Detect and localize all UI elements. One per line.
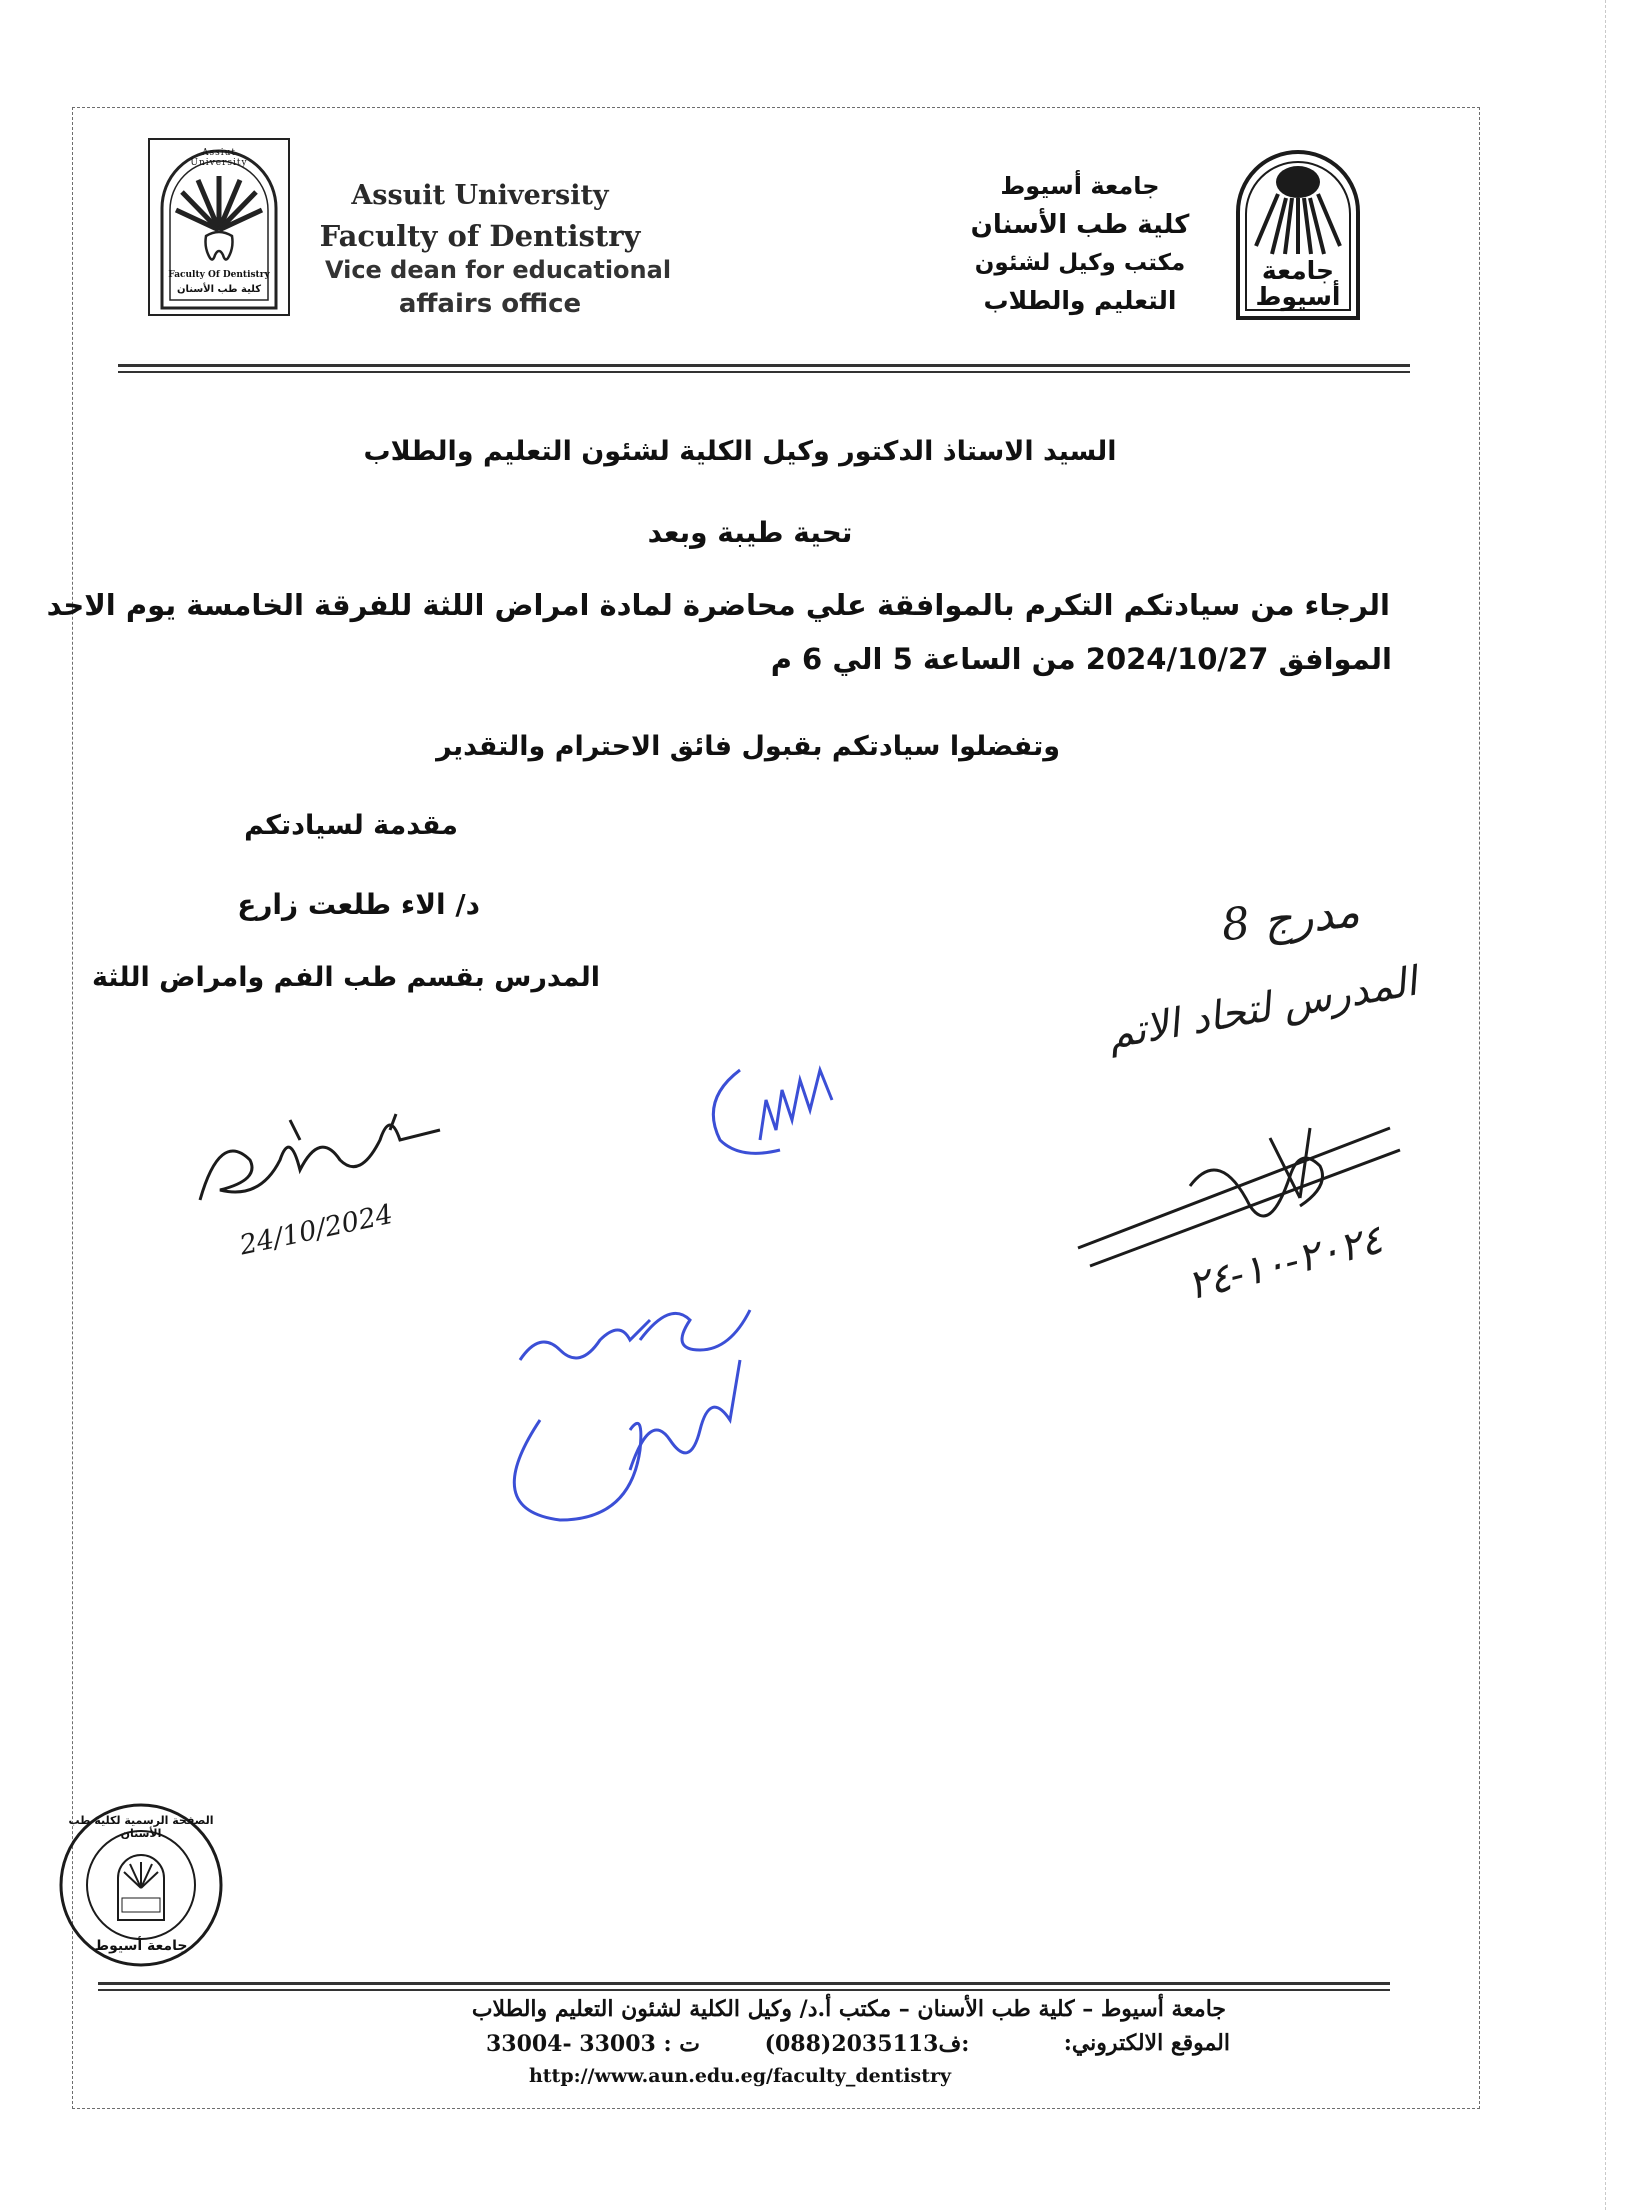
letter-body-line2: الموافق 2024/10/27 من الساعة 5 الي 6 م <box>770 642 1392 676</box>
footer-fax: (088)2035113ف: <box>764 2031 970 2057</box>
stamp-ring-text: الصفحة الرسمية لكلية طب الأسنان <box>68 1814 214 1840</box>
footer-rule-bottom <box>98 1989 1390 1991</box>
header-rule-bottom <box>118 371 1410 373</box>
handwritten-date-right: ٢٠٢٤-١٠-٢٤ <box>1182 1216 1388 1310</box>
letter-body-line1: الرجاء من سيادتكم التكرم بالموافقة علي محاضرة لمادة امراض اللثة للفرقة الخامسة يوم الاحد <box>46 588 1390 622</box>
footer-url[interactable]: http://www.aun.edu.eg/faculty_dentistry <box>528 2065 952 2087</box>
left-logo-text-top: Assiut University <box>190 148 248 168</box>
letter-author-title: المدرس بقسم طب الفم وامراض اللثة <box>91 962 600 993</box>
footer-website-label: الموقع الالكتروني: <box>1063 2030 1230 2056</box>
handwritten-note-approval: مدرج 8 <box>1219 886 1363 952</box>
header-faculty-ar: كلية طب الأسنان <box>970 210 1190 240</box>
footer-rule-top <box>98 1982 1390 1985</box>
signature-author <box>190 1110 490 1224</box>
header-office-en-line2: affairs office <box>398 289 582 319</box>
left-logo-text-en: Faculty Of Dentistry <box>168 270 270 280</box>
letter-closing: وتفضلوا سيادتكم بقبول فائق الاحترام والتقدير <box>436 731 1060 762</box>
right-logo-text-ar: جامعة أسيوط <box>1255 256 1341 312</box>
scan-edge <box>1605 0 1606 2210</box>
header-office-ar-line2: التعليم والطلاب <box>983 286 1177 315</box>
header-university-ar: جامعة أسيوط <box>1000 172 1160 200</box>
footer-line1: جامعة أسيوط – كلية طب الأسنان – مكتب أ.د/ وكيل الكلية لشئون التعليم والطلاب <box>471 1996 1226 2022</box>
letter-addressee: السيد الاستاذ الدكتور وكيل الكلية لشئون التعليم والطلاب <box>363 436 1117 467</box>
official-stamp <box>56 1800 226 1970</box>
left-logo-text-ar: كلية طب الأسنان <box>176 284 262 295</box>
handwritten-sig1-date: 24/10/2024 <box>236 1198 396 1262</box>
header-faculty-en: Faculty of Dentistry <box>319 219 641 253</box>
letter-submitted-by: مقدمة لسيادتكم <box>244 810 458 841</box>
footer-phone: ت : 33003 -33004 <box>485 2031 700 2057</box>
signature-blue-center <box>700 1050 880 1174</box>
left-faculty-logo <box>148 138 290 316</box>
letter-author-name: د/ الاء طلعت زارع <box>237 888 480 921</box>
header-office-en-line1: Vice dean for educational <box>324 256 672 284</box>
signature-blue-lower <box>480 1280 760 1544</box>
header-office-ar-line1: مكتب وكيل لشئون <box>974 250 1186 276</box>
header-university-en: Assuit University <box>351 180 609 211</box>
header-rule-top <box>118 364 1410 367</box>
handwritten-note-line2: المدرس لتحاد الاتم <box>1104 958 1421 1059</box>
right-university-logo <box>1234 150 1362 322</box>
stamp-bottom-text: جامعة أسيوط <box>94 1938 188 1954</box>
letter-greeting: تحية طيبة وبعد <box>647 516 853 549</box>
